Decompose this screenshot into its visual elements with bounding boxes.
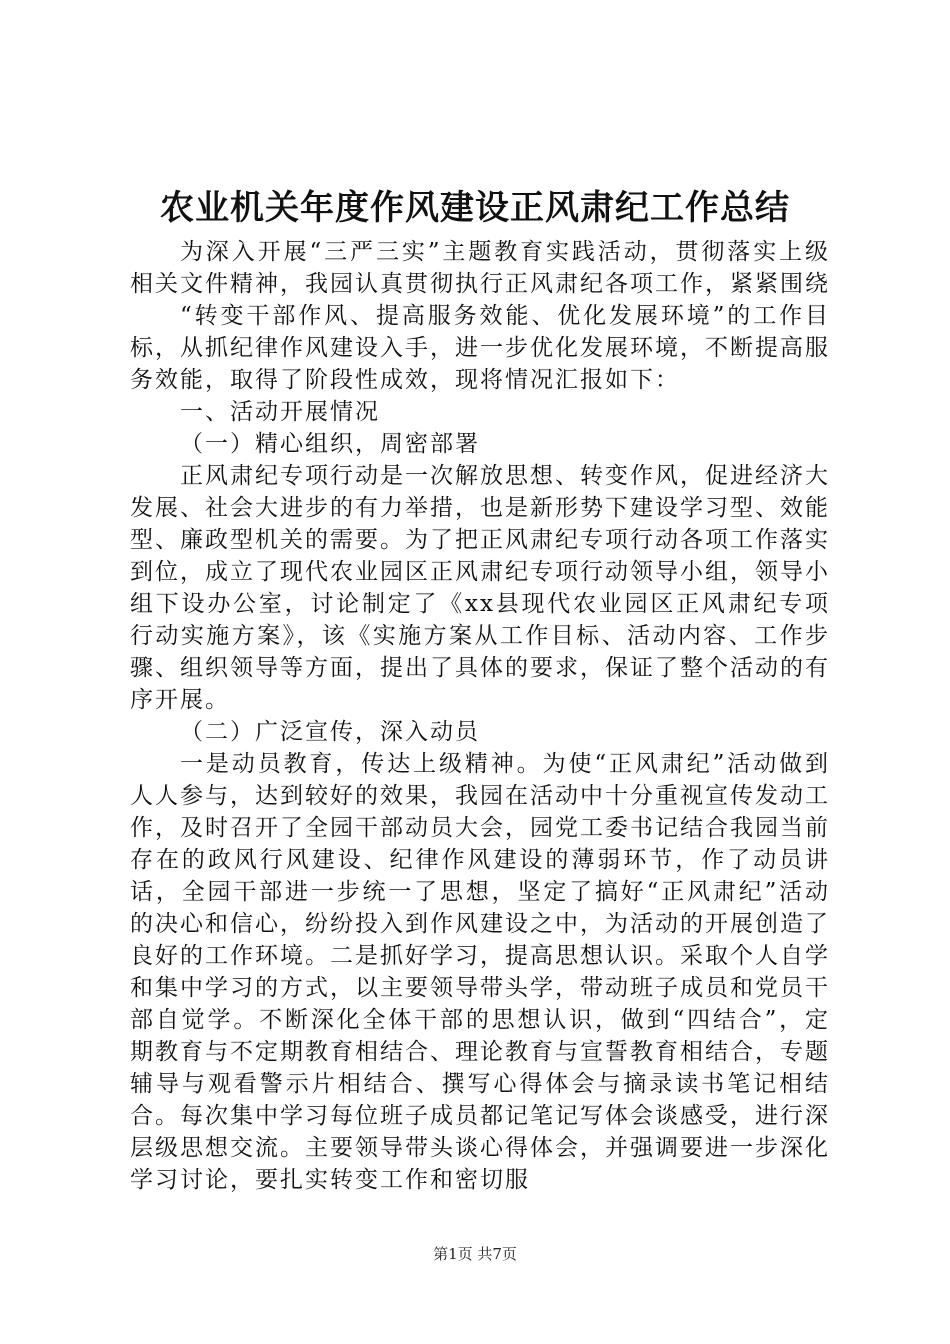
- subsection-heading-2: （二）广泛宣传，深入动员: [180, 719, 480, 745]
- page-number-footer: 第1页 共7页: [433, 1245, 517, 1263]
- section-heading-1: 一、活动开展情况: [180, 399, 380, 425]
- paragraph-goal: “转变干部作风、提高服务效能、优化发展环境”的工作目标，从抓纪律作风建设入手，进一步优化发展环境，不断提高服务效能，取得了阶段性成效，现将情况汇报如下：: [130, 303, 830, 393]
- document-body: [130, 236, 830, 1196]
- paragraph-intro: 为深入开展“三严三实”主题教育实践活动，贯彻落实上级相关文件精神，我园认真贯彻执行正风肃纪各项工作，紧紧围绕: [130, 239, 830, 297]
- paragraph-organization: 正风肃纪专项行动是一次解放思想、转变作风，促进经济大发展、社会大进步的有力举措，也是新形势下建设学习型、效能型、廉政型机关的需要。为了把正风肃纪专项行动各项工作落实到位，成立了现代农业园区正风肃纪专项行动领导小组，领导小组下设办公室，讨论制定了《xx县现代农业园区正风肃纪专项行动实施方案》，该《实施方案从工作目标、活动内容、工作步骤、组织领导等方面，提出了具体的要求，保证了整个活动的有序开展。: [130, 463, 830, 713]
- document-title: 农业机关年度作风建设正风肃纪工作总结: [160, 188, 790, 228]
- paragraph-mobilization: 一是动员教育，传达上级精神。为使“正风肃纪”活动做到人人参与，达到较好的效果，我园在活动中十分重视宣传发动工作，及时召开了全园干部动员大会，园党工委书记结合我园当前存在的政风行风建设、纪律作风建设的薄弱环节，作了动员讲话，全园干部进一步统一了思想，坚定了搞好“正风肃纪”活动的决心和信心，纷纷投入到作风建设之中，为活动的开展创造了良好的工作环境。二是抓好学习，提高思想认识。采取个人自学和集中学习的方式，以主要领导带头学，带动班子成员和党员干部自觉学。不断深化全体干部的思想认识，做到“四结合”，定期教育与不定期教育相结合、理论教育与宣誓教育相结合，专题辅导与观看警示片相结合、撰写心得体会与摘录读书笔记相结合。每次集中学习每位班子成员都记笔记写体会谈感受，进行深层级思想交流。主要领导带头谈心得体会，并强调要进一步深化学习讨论，要扎实转变工作和密切服: [130, 751, 830, 1193]
- subsection-heading-1: （一）精心组织，周密部署: [180, 431, 480, 457]
